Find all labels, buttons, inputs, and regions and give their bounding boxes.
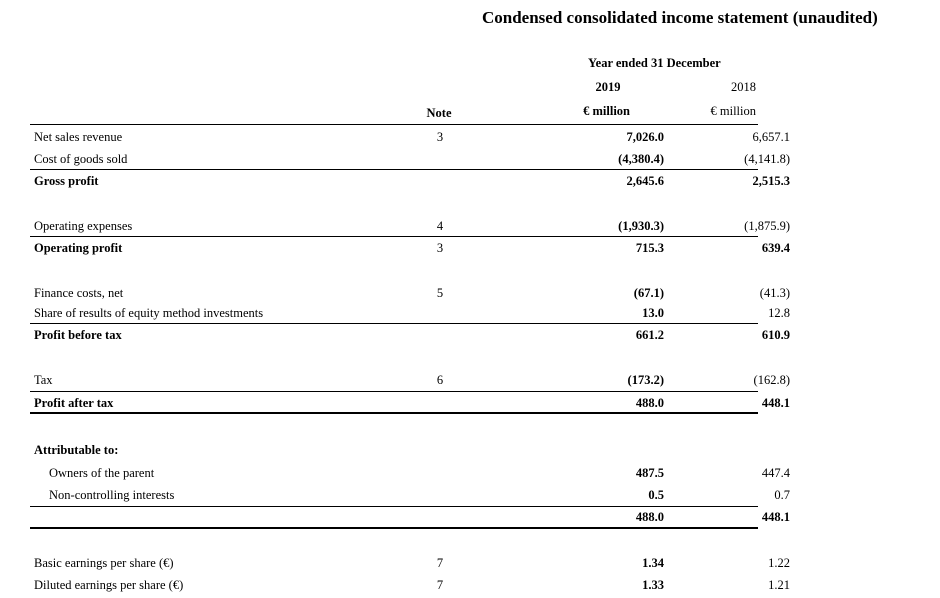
row-value-2019: (4,380.4) bbox=[618, 152, 664, 166]
row-label: Attributable to: bbox=[34, 443, 119, 457]
row-value-2018: (1,875.9) bbox=[744, 219, 790, 233]
row-value-2019: 488.0 bbox=[635, 396, 664, 410]
row-value-2018: 6,657.1 bbox=[752, 130, 790, 144]
table-row bbox=[34, 488, 790, 508]
row-note: 3 bbox=[436, 130, 444, 144]
row-note: 3 bbox=[436, 241, 444, 255]
row-label: Diluted earnings per share (€) bbox=[34, 578, 184, 592]
row-label: Operating profit bbox=[34, 241, 123, 255]
subtotal-rule bbox=[30, 506, 758, 507]
subtotal-rule bbox=[30, 323, 758, 324]
unit-prior-header: € million bbox=[710, 104, 756, 118]
row-value-2018: 1.22 bbox=[768, 556, 790, 570]
header-rule bbox=[30, 124, 758, 125]
row-value-2019: 487.5 bbox=[635, 466, 664, 480]
row-value-2018: (4,141.8) bbox=[744, 152, 790, 166]
row-value-2019: 1.33 bbox=[642, 578, 664, 592]
row-value-2019: 715.3 bbox=[635, 241, 664, 255]
subtotal-rule bbox=[30, 236, 758, 237]
year-current-header: 2019 bbox=[595, 80, 621, 94]
table-row-subtotal bbox=[34, 241, 790, 261]
row-value-2019: 2,645.6 bbox=[626, 174, 664, 188]
table-row bbox=[34, 556, 790, 576]
unit-current-header: € million bbox=[583, 104, 630, 118]
table-row bbox=[34, 130, 790, 150]
row-label: Finance costs, net bbox=[34, 286, 124, 300]
row-value-2018: 2,515.3 bbox=[752, 174, 790, 188]
section-heading bbox=[34, 443, 754, 463]
row-note: 5 bbox=[436, 286, 444, 300]
row-label: Profit after tax bbox=[34, 396, 114, 410]
row-value-2019: 488.0 bbox=[635, 510, 664, 524]
row-value-2019: 0.5 bbox=[648, 488, 664, 502]
row-value-2018: 610.9 bbox=[761, 328, 790, 342]
row-value-2019: (1,930.3) bbox=[618, 219, 664, 233]
table-row-subtotal bbox=[34, 328, 790, 348]
total-rule bbox=[30, 412, 758, 414]
row-label: Non-controlling interests bbox=[49, 488, 175, 502]
row-label: Share of results of equity method investments bbox=[34, 306, 264, 320]
row-value-2018: 448.1 bbox=[761, 510, 790, 524]
table-row-subtotal bbox=[34, 174, 790, 194]
row-label: Basic earnings per share (€) bbox=[34, 556, 174, 570]
row-label: Operating expenses bbox=[34, 219, 133, 233]
statement-title: Condensed consolidated income statement (unaudited) bbox=[482, 8, 878, 27]
table-row bbox=[34, 373, 790, 393]
row-value-2018: (41.3) bbox=[759, 286, 790, 300]
subtotal-rule bbox=[30, 169, 758, 170]
row-label: Gross profit bbox=[34, 174, 99, 188]
row-label: Cost of goods sold bbox=[34, 152, 128, 166]
row-value-2018: 447.4 bbox=[761, 466, 790, 480]
row-label: Tax bbox=[34, 373, 53, 387]
row-value-2019: (173.2) bbox=[627, 373, 664, 387]
table-row bbox=[34, 578, 790, 598]
row-value-2018: 0.7 bbox=[774, 488, 790, 502]
row-value-2019: (67.1) bbox=[633, 286, 664, 300]
row-note: 7 bbox=[436, 556, 444, 570]
row-value-2018: (162.8) bbox=[753, 373, 790, 387]
total-rule bbox=[30, 527, 758, 529]
row-note: 4 bbox=[436, 219, 444, 233]
row-value-2019: 1.34 bbox=[642, 556, 664, 570]
row-value-2018: 448.1 bbox=[761, 396, 790, 410]
year-prior-header: 2018 bbox=[731, 80, 756, 94]
row-label: Profit before tax bbox=[34, 328, 122, 342]
subtotal-rule bbox=[30, 391, 758, 392]
row-label: Net sales revenue bbox=[34, 130, 123, 144]
note-column-header: Note bbox=[426, 106, 452, 120]
row-value-2019: 7,026.0 bbox=[626, 130, 664, 144]
row-value-2018: 1.21 bbox=[768, 578, 790, 592]
table-row bbox=[34, 286, 790, 306]
row-value-2018: 639.4 bbox=[761, 241, 790, 255]
row-value-2018: 12.8 bbox=[768, 306, 790, 320]
table-row bbox=[34, 466, 790, 486]
row-label: Owners of the parent bbox=[49, 466, 155, 480]
period-header: Year ended 31 December bbox=[588, 56, 721, 70]
row-note: 7 bbox=[436, 578, 444, 592]
row-value-2019: 661.2 bbox=[635, 328, 664, 342]
row-note: 6 bbox=[436, 373, 444, 387]
row-value-2019: 13.0 bbox=[642, 306, 664, 320]
